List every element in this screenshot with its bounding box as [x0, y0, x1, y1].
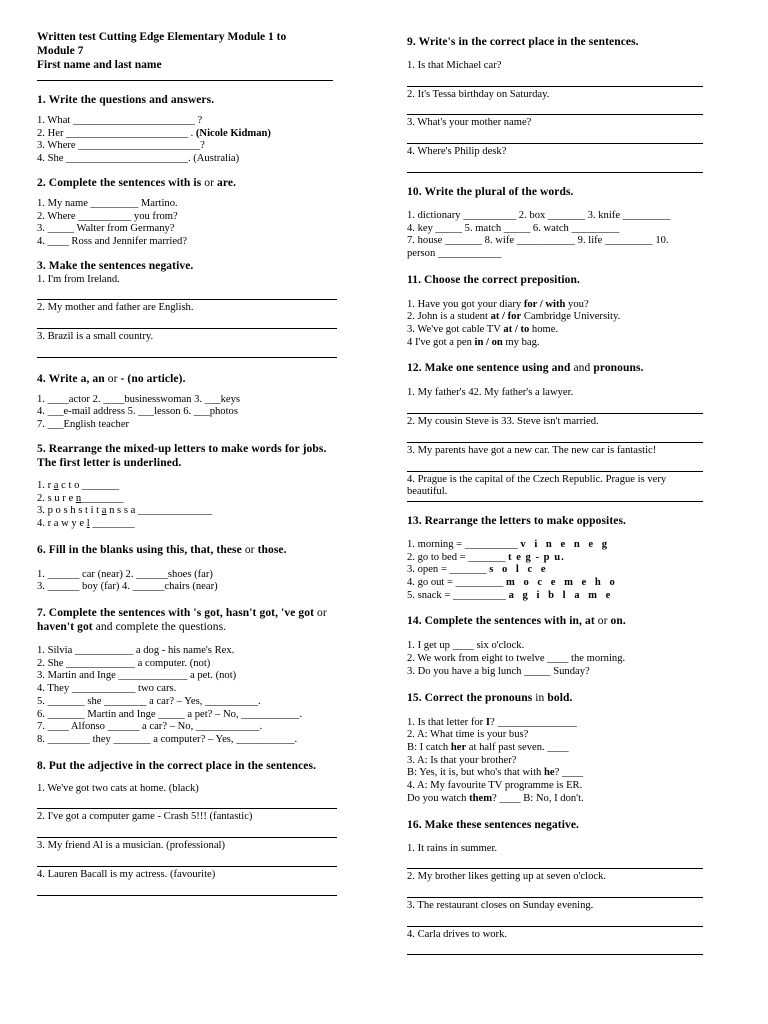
section-13-title: 13. Rearrange the letters to make opposites. — [407, 514, 627, 527]
section-11 — [407, 273, 703, 350]
s1-item-1: 1. What _______________________ ? — [37, 115, 203, 126]
section-2-title: 2. Complete the sentences with is or are. — [37, 176, 237, 189]
s5-item-1: 1. r a c t o _______ — [37, 479, 120, 491]
s3-answer-line-2[interactable] — [37, 315, 337, 329]
s16-answer-line-1[interactable] — [407, 855, 703, 869]
s8-item-1: 1. We've got two cats at home. (black) — [37, 782, 199, 794]
section-16-title: 16. Make these sentences negative. — [407, 818, 580, 831]
s9-answer-line-4[interactable] — [407, 159, 703, 173]
s8-answer-line-3[interactable] — [37, 853, 337, 867]
section-8 — [37, 759, 337, 896]
s1-item-4: 4. She _______________________. (Australia) — [37, 153, 240, 165]
section-4-title: 4. Write a, an or - (no article). — [37, 372, 186, 385]
s8-answer-line-1[interactable] — [37, 795, 337, 809]
section-5-title: 5. Rearrange the mixed-up letters to make words for jobs. The first letter is underlined. — [37, 442, 327, 469]
section-11-title: 11. Choose the correct preposition. — [407, 273, 581, 286]
s7-item-5: 5. _______ she ________ a car? – Yes, __________. — [37, 695, 261, 707]
s16-answer-line-3[interactable] — [407, 913, 703, 927]
s16-item-2: 2. My brother likes getting up at seven o'clock. — [407, 871, 607, 883]
section-14 — [407, 614, 703, 678]
s7-item-4: 4. They ____________ two cars. — [37, 683, 177, 695]
s15-item-7: Do you watch them? ____ B: No, I don't. — [407, 792, 584, 804]
s14-item-1: 1. I get up ____ six o'clock. — [407, 640, 525, 652]
left-column — [37, 30, 337, 898]
s4-line-3: 7. ___English teacher — [37, 419, 130, 431]
s3-answer-line-3[interactable] — [37, 344, 337, 358]
section-3 — [37, 259, 337, 358]
s13-item-3: 3. open = _______ s o l c e — [407, 564, 549, 576]
s16-answer-line-2[interactable] — [407, 884, 703, 898]
right-column — [407, 35, 703, 957]
s2-item-1: 1. My name _________ Martino. — [37, 197, 178, 209]
s6-line-1: 1. ______ car (near) 2. ______shoes (far) — [37, 568, 213, 580]
s4-line-2: 4. ___e-mail address 5. ___lesson 6. ___photos — [37, 406, 238, 418]
s9-answer-line-3[interactable] — [407, 130, 703, 144]
s12-item-2: 2. My cousin Steve is 33. Steve isn't married. — [407, 416, 599, 428]
section-4 — [37, 372, 337, 432]
section-8-title: 8. Put the adjective in the correct place in the sentences. — [37, 759, 317, 772]
title-line-1: Written test Cutting Edge Elementary Module 1 to — [37, 31, 287, 43]
s13-item-4: 4. go out = _________ m o c e m e h o — [407, 577, 618, 589]
s2-item-4: 4. ____ Ross and Jennifer married? — [37, 235, 188, 247]
s6-line-2: 3. ______ boy (far) 4. ______chairs (near) — [37, 581, 218, 593]
s10-line-1: 1. dictionary __________ 2. box _______ 3. knife _________ — [407, 209, 671, 221]
s14-item-3: 3. Do you have a big lunch _____ Sunday? — [407, 665, 590, 677]
s12-item-3: 3. My parents have got a new car. The new car is fantastic! — [407, 444, 657, 456]
section-14-title: 14. Complete the sentences with in, at or on. — [407, 615, 626, 628]
s8-item-2: 2. I've got a computer game - Crash 5!!! (fantastic) — [37, 811, 253, 823]
section-6-title: 6. Fill in the blanks using this, that, these or those. — [37, 543, 287, 556]
section-12-title: 12. Make one sentence using and and pronouns. — [407, 362, 644, 375]
section-3-title: 3. Make the sentences negative. — [37, 259, 194, 272]
s11-item-3: 3. We've got cable TV at / to home. — [407, 324, 559, 336]
s9-answer-line-2[interactable] — [407, 101, 703, 115]
section-10-title: 10. Write the plural of the words. — [407, 185, 574, 198]
s7-item-7: 7. ____ Alfonso ______ a car? – No, ____________. — [37, 721, 263, 733]
s8-answer-line-2[interactable] — [37, 824, 337, 838]
section-15-title: 15. Correct the pronouns in bold. — [407, 691, 573, 704]
s12-answer-line-2[interactable] — [407, 429, 703, 443]
section-15 — [407, 691, 703, 806]
s9-item-2: 2. It's Tessa birthday on Saturday. — [407, 88, 550, 100]
s15-item-3: B: I catch her at half past seven. ____ — [407, 741, 569, 753]
s11-item-1: 1. Have you got your diary for / with you? — [407, 298, 589, 310]
s12-answer-line-1[interactable] — [407, 400, 703, 414]
s7-item-6: 6. _______ Martin and Inge _____ a pet? – No, ___________. — [37, 708, 303, 720]
s7-item-2: 2. She _____________ a computer. (not) — [37, 657, 211, 669]
s13-item-2: 2. go to bed = _______ t e g - p u. — [407, 551, 565, 563]
s10-line-2: 4. key _____ 5. match _____ 6. watch _________ — [407, 222, 620, 234]
section-5 — [37, 442, 337, 531]
section-7 — [37, 606, 337, 747]
s7-item-1: 1. Silvia ___________ a dog - his name's Rex. — [37, 645, 235, 657]
section-13 — [407, 514, 703, 603]
section-2 — [37, 176, 337, 249]
s5-item-3: 3. p o s h s t i t a n s s a ______________ — [37, 505, 213, 517]
s12-answer-line-3[interactable] — [407, 458, 703, 472]
s2-item-3: 3. _____ Walter from Germany? — [37, 223, 175, 235]
section-9 — [407, 35, 703, 173]
s12-item-4: 4. Prague is the capital of the Czech Republic. Prague is very beautiful. — [407, 473, 667, 498]
s13-item-1: 1. morning = __________ v i n e n e g — [407, 538, 611, 550]
s9-item-3: 3. What's your mother name? — [407, 117, 532, 129]
s16-item-3: 3. The restaurant closes on Sunday evening. — [407, 899, 594, 911]
section-7-title: 7. Complete the sentences with 's got, hasn't got, 've got or haven't got and complete the questions. — [37, 607, 327, 634]
s5-item-4: 4. r a w y e l ________ — [37, 517, 135, 529]
s15-item-6: 4. A: My favourite TV programme is ER. — [407, 780, 583, 792]
s15-item-4: 3. A: Is that your brother? — [407, 754, 517, 766]
s8-answer-line-4[interactable] — [37, 882, 337, 896]
s16-item-1: 1. It rains in summer. — [407, 842, 498, 854]
section-1 — [37, 93, 337, 166]
section-16 — [407, 818, 703, 956]
s7-item-8: 8. ________ they _______ a computer? – Yes, ___________. — [37, 733, 298, 745]
s13-item-5: 5. snack = __________ a g i b l a m e — [407, 589, 614, 601]
s9-item-4: 4. Where's Philip desk? — [407, 146, 507, 158]
s12-item-1: 1. My father's 42. My father's a lawyer. — [407, 387, 574, 399]
s14-item-2: 2. We work from eight to twelve ____ the morning. — [407, 653, 626, 665]
s7-item-3: 3. Martin and Inge _____________ a pet. (not) — [37, 670, 237, 682]
section-1-title: 1. Write the questions and answers. — [37, 94, 215, 106]
s4-line-1: 1. ____actor 2. ____businesswoman 3. ___keys — [37, 393, 241, 405]
s3-item-2: 2. My mother and father are English. — [37, 302, 194, 314]
s2-item-2: 2. Where __________ you from? — [37, 210, 178, 222]
s1-item-3: 3. Where _______________________? — [37, 140, 205, 152]
name-answer-line[interactable] — [37, 72, 333, 81]
section-10 — [407, 185, 703, 261]
s12-answer-line-4[interactable] — [407, 499, 703, 502]
s3-item-3: 3. Brazil is a small country. — [37, 331, 154, 343]
s3-answer-line-1[interactable] — [37, 286, 337, 300]
s8-item-3: 3. My friend Al is a musician. (professional) — [37, 840, 226, 852]
s1-item-2: 2. Her _______________________ . (Nicole Kidman) — [37, 127, 271, 139]
s15-item-2: 2. A: What time is your bus? — [407, 729, 529, 741]
s10-line-4: person ____________ — [407, 247, 502, 259]
s3-item-1: 1. I'm from Ireland. — [37, 273, 120, 285]
name-label: First name and last name — [37, 59, 162, 71]
s10-line-3: 7. house _______ 8. wife ___________ 9. life _________ 10. — [407, 235, 669, 247]
s9-answer-line-1[interactable] — [407, 73, 703, 87]
section-9-title: 9. Write's in the correct place in the sentences. — [407, 36, 639, 48]
s15-item-5: B: Yes, it is, but who's that with he? ____ — [407, 767, 584, 779]
s11-item-4: 4 I've got a pen in / on my bag. — [407, 336, 540, 348]
s11-item-2: 2. John is a student at / for Cambridge University. — [407, 311, 621, 323]
section-6 — [37, 543, 337, 594]
s15-item-1: 1. Is that letter for I? _______________ — [407, 716, 577, 728]
s5-item-2: 2. s u r e n________ — [37, 492, 124, 504]
s8-item-4: 4. Lauren Bacall is my actress. (favourite) — [37, 868, 216, 880]
title-line-2: Module 7 — [37, 45, 84, 57]
section-12 — [407, 361, 703, 502]
s9-item-1: 1. Is that Michael car? — [407, 60, 502, 71]
s16-item-4: 4. Carla drives to work. — [407, 928, 508, 940]
s16-answer-line-4[interactable] — [407, 941, 703, 955]
